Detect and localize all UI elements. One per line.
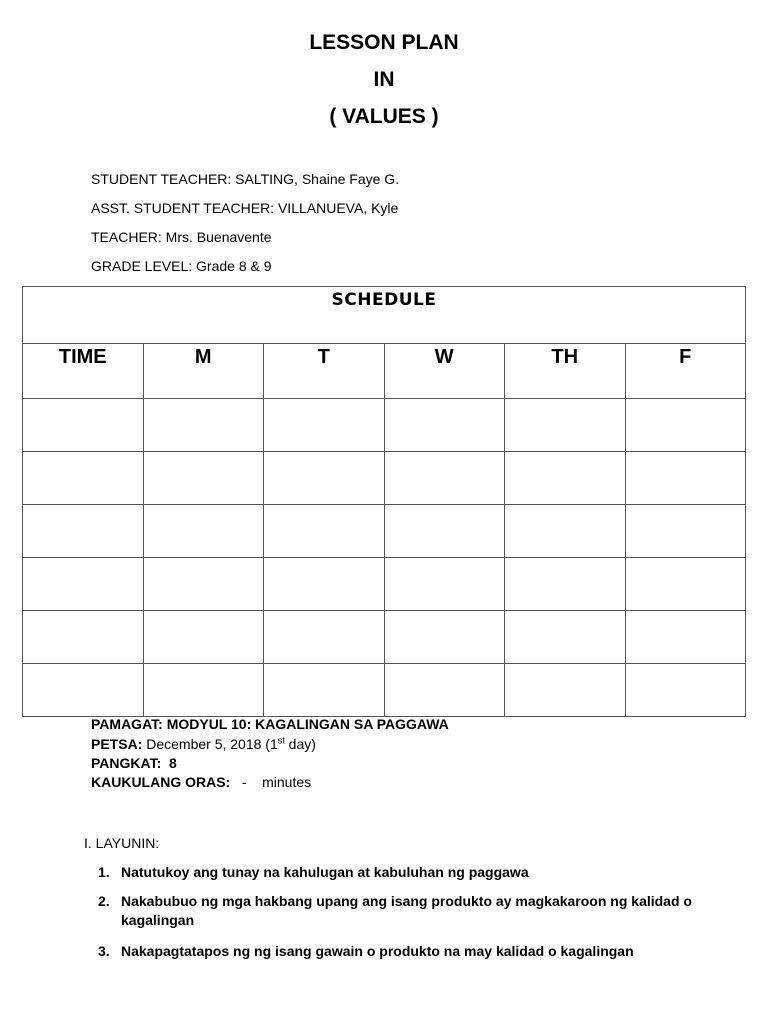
- table-cell: [505, 558, 626, 611]
- table-cell: [264, 611, 385, 664]
- table-cell: [505, 399, 626, 452]
- teacher-line: TEACHER: Mrs. Buenavente: [91, 229, 272, 245]
- table-cell: [625, 611, 746, 664]
- table-cell: [384, 452, 505, 505]
- petsa-tail: day): [284, 736, 316, 752]
- table-row: [23, 399, 746, 452]
- table-cell: [264, 452, 385, 505]
- table-cell: [23, 399, 144, 452]
- title-lesson-plan: LESSON PLAN: [309, 31, 459, 54]
- objective-text: Natutukoy ang tunay na kahulugan at kabuluhan ng paggawa: [121, 864, 529, 880]
- petsa-value: December 5, 2018 (1: [142, 736, 278, 752]
- table-row: [23, 664, 746, 717]
- table-cell: [143, 505, 264, 558]
- oras-line: [91, 773, 311, 792]
- table-cell: [143, 611, 264, 664]
- objective-text: Nakabubuo ng mga hakbang upang ang isang produkto ay magkakaroon ng kalidad o kagalingan: [121, 893, 692, 928]
- pamagat-line: [91, 715, 449, 734]
- col-monday: M: [143, 344, 264, 399]
- table-row: [23, 611, 746, 664]
- col-time: TIME: [23, 344, 144, 399]
- list-item: [98, 942, 738, 961]
- oras-value: - minutes: [230, 774, 312, 790]
- table-cell: [384, 611, 505, 664]
- table-cell: [505, 664, 626, 717]
- table-cell: [384, 664, 505, 717]
- grade-level-line: GRADE LEVEL: Grade 8 & 9: [91, 258, 272, 274]
- student-teacher-line: STUDENT TEACHER: SALTING, Shaine Faye G.: [91, 171, 400, 187]
- table-cell: [264, 399, 385, 452]
- table-cell: [625, 399, 746, 452]
- col-wednesday: W: [384, 344, 505, 399]
- table-cell: [384, 505, 505, 558]
- table-cell: [143, 452, 264, 505]
- table-cell: [625, 558, 746, 611]
- table-cell: [625, 452, 746, 505]
- table-cell: [625, 505, 746, 558]
- petsa-ordinal: st: [277, 735, 285, 746]
- table-cell: [264, 558, 385, 611]
- layunin-heading: I. LAYUNIN:: [84, 835, 160, 851]
- oras-label: KAUKULANG ORAS:: [91, 774, 231, 790]
- col-tuesday: T: [264, 344, 385, 399]
- pangkat-label: PANGKAT:: [91, 755, 162, 771]
- table-cell: [23, 505, 144, 558]
- table-cell: [264, 505, 385, 558]
- schedule-title: SCHEDULE: [23, 287, 746, 344]
- table-cell: [384, 399, 505, 452]
- table-cell: [143, 399, 264, 452]
- table-row: [23, 505, 746, 558]
- table-cell: [23, 664, 144, 717]
- petsa-line: [91, 735, 316, 754]
- table-row: [23, 558, 746, 611]
- table-row: [23, 452, 746, 505]
- objective-text: Nakapagtatapos ng ng isang gawain o produkto na may kalidad o kagalingan: [121, 943, 634, 959]
- objective-number: 3.: [98, 943, 110, 959]
- objective-number: 2.: [98, 893, 110, 909]
- schedule-table: [22, 286, 746, 717]
- pangkat-line: [91, 754, 177, 773]
- table-cell: [384, 558, 505, 611]
- title-subject: ( VALUES ): [329, 105, 439, 128]
- table-cell: [23, 558, 144, 611]
- table-cell: [143, 558, 264, 611]
- table-cell: [23, 452, 144, 505]
- table-cell: [505, 505, 626, 558]
- petsa-label: PETSA:: [91, 736, 143, 752]
- list-item: [98, 863, 738, 882]
- pamagat-text: PAMAGAT: MODYUL 10: KAGALINGAN SA PAGGAWA: [91, 716, 449, 732]
- asst-student-teacher-line: ASST. STUDENT TEACHER: VILLANUEVA, Kyle: [91, 200, 399, 216]
- title-in: IN: [373, 68, 395, 91]
- objective-number: 1.: [98, 864, 110, 880]
- col-thursday: TH: [505, 344, 626, 399]
- table-cell: [23, 611, 144, 664]
- schedule-header-row: [23, 344, 746, 399]
- list-item: [98, 892, 738, 930]
- table-cell: [505, 452, 626, 505]
- table-cell: [264, 664, 385, 717]
- table-cell: [505, 611, 626, 664]
- pangkat-value: 8: [161, 755, 177, 771]
- table-cell: [625, 664, 746, 717]
- col-friday: F: [625, 344, 746, 399]
- table-cell: [143, 664, 264, 717]
